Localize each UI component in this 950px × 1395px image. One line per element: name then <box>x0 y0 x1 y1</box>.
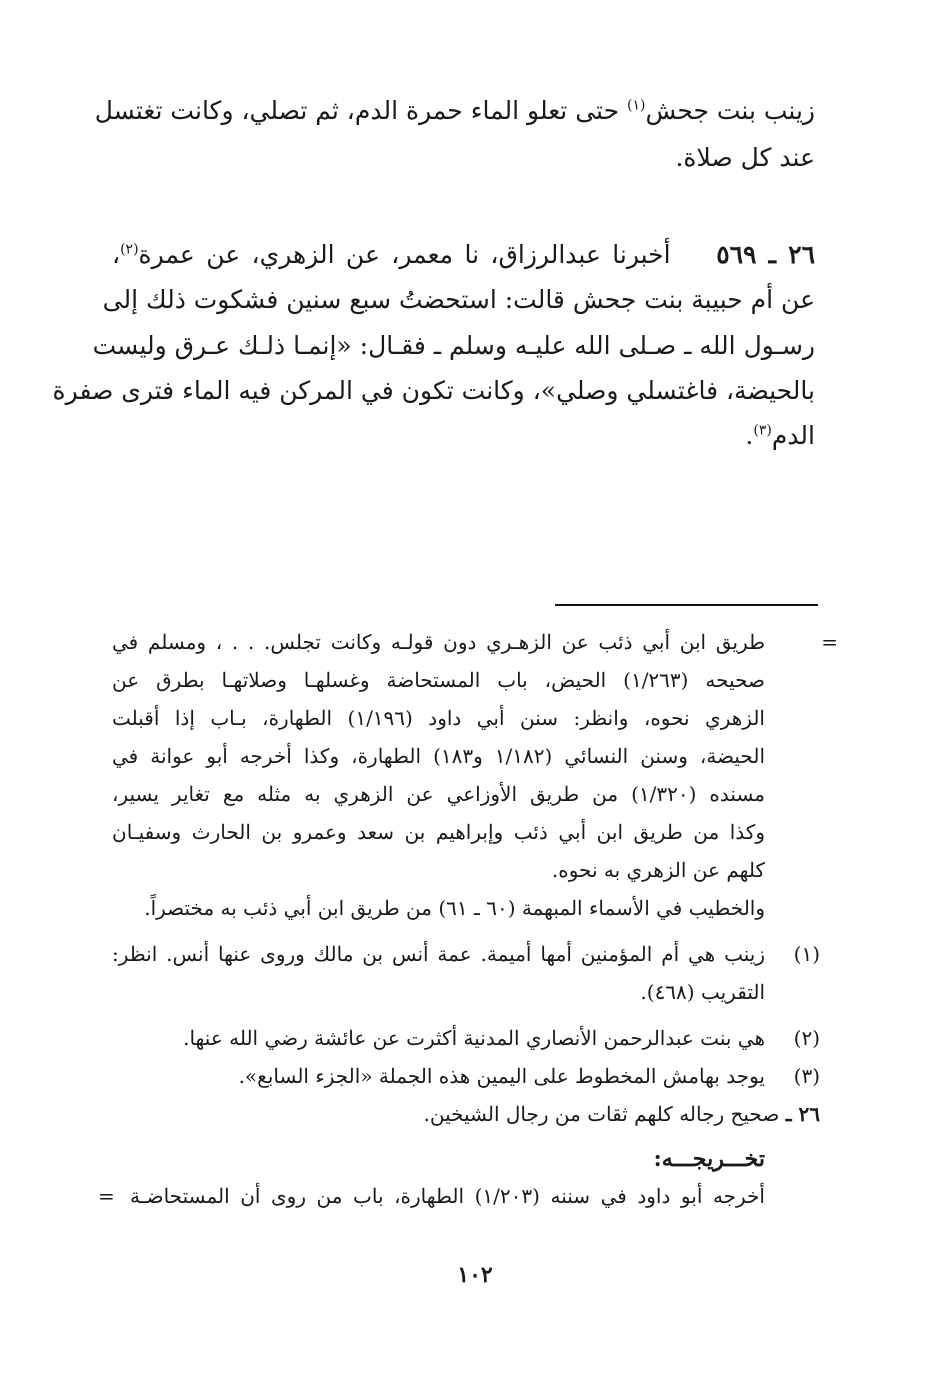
takhrij-continuation-marker: = <box>98 1184 115 1208</box>
footnote-ref-1: (١) <box>627 97 646 114</box>
main-line-5: رسـول الله ـ صـلى الله عليـه وسلم ـ فقـال: «إنمـا ذلـك عـرق وليست <box>92 331 815 360</box>
main-line-7 <box>745 421 815 450</box>
footnote-cont-line: وكذا من طريق ابن أبي ذئب وإبراهيم بن سعد وعمرو بن الحارث وسفيـان <box>112 820 765 844</box>
footnote-cont-line: الزهري نحوه، وانظر: سنن أبي داود (١/١٩٦) الطهارة، بـاب إذا أقبلت <box>112 706 765 730</box>
continuation-marker: = <box>821 630 838 654</box>
footnote-2-text: هي بنت عبدالرحمن الأنصاري المدنية أكثرت عن عائشة رضي الله عنها. <box>183 1026 765 1050</box>
main-line-2: عند كل صلاة. <box>675 143 815 172</box>
hadith-number: ٢٦ ـ ٥٦٩ <box>716 240 815 269</box>
footnote-3-text: يوجد بهامش المخطوط على اليمين هذه الجملة «الجزء السابع». <box>238 1064 765 1088</box>
text-run: . <box>745 421 754 450</box>
main-line-6: بالحيضة، فاغتسلي وصلي»، وكانت تكون في المركن فيه الماء فترى صفرة <box>52 376 815 405</box>
footnote-cont-line: صحيحه (١/٢٦٣) الحيض، باب المستحاضة وغسلهـا وصلاتهـا بطرق عن <box>112 668 765 692</box>
text-run: زينب بنت جحش <box>645 96 815 125</box>
text-run: الدم <box>771 421 815 450</box>
main-line-1 <box>94 96 815 125</box>
footnote-cont-line: الحيضة، وسنن النسائي (١/١٨٢ و١٨٣) الطهارة، وكذا أخرجه أبو عوانة في <box>112 744 765 768</box>
page-number: ١٠٢ <box>457 1262 493 1288</box>
footnote-cont-last: والخطيب في الأسماء المبهمة (٦٠ ـ ٦١) من طريق ابن أبي ذئب به مختصراً. <box>144 896 765 920</box>
grade-number: ٢٦ ـ <box>785 1102 820 1126</box>
main-line-4: عن أم حبيبة بنت جحش قالت: استحضتُ سبع سنين فشكوت ذلك إلى <box>102 285 815 314</box>
takhrij-text: أخرجه أبو داود في سننه (١/٢٠٣) الطهارة، باب من روى أن المستحاضـة <box>130 1184 765 1208</box>
footnote-marker-1: (١) <box>793 942 820 966</box>
footnote-separator <box>555 604 818 606</box>
footnote-marker-3: (٣) <box>793 1064 820 1088</box>
grade-text: صحيح رجاله كلهم ثقات من رجال الشيخين. <box>423 1102 780 1126</box>
takhrij-heading: تخـــريجـــه: <box>653 1146 765 1172</box>
grade-line <box>423 1102 820 1126</box>
footnote-cont-line: طريق ابن أبي ذئب عن الزهـري دون قولـه وكانت تجلس. . . ، ومسلم في <box>112 630 765 654</box>
footnote-cont-line: كلهم عن الزهري به نحوه. <box>551 858 765 882</box>
footnote-marker-2: (٢) <box>793 1026 820 1050</box>
text-run: حتى تعلو الماء حمرة الدم، ثم تصلي، وكانت تغتسل <box>94 96 627 125</box>
text-run: ، <box>112 240 121 269</box>
text-run: أخبرنا عبدالرزاق، نا معمر، عن الزهري، عن عمرة <box>138 240 671 269</box>
footnote-1-line-1: زينب هي أم المؤمنين أمها أميمة. عمة أنس بن مالك وروى عنها أنس. انظر: <box>112 942 765 966</box>
footnote-ref-2: (٢) <box>120 241 139 258</box>
main-line-3 <box>112 240 815 269</box>
footnote-1-line-2: التقريب (٤٦٨). <box>640 980 765 1004</box>
footnote-ref-3: (٣) <box>753 422 772 439</box>
footnote-cont-line: مسنده (١/٣٢٠) من طريق الأوزاعي عن الزهري به مثله مع تغاير يسير، <box>112 782 765 806</box>
